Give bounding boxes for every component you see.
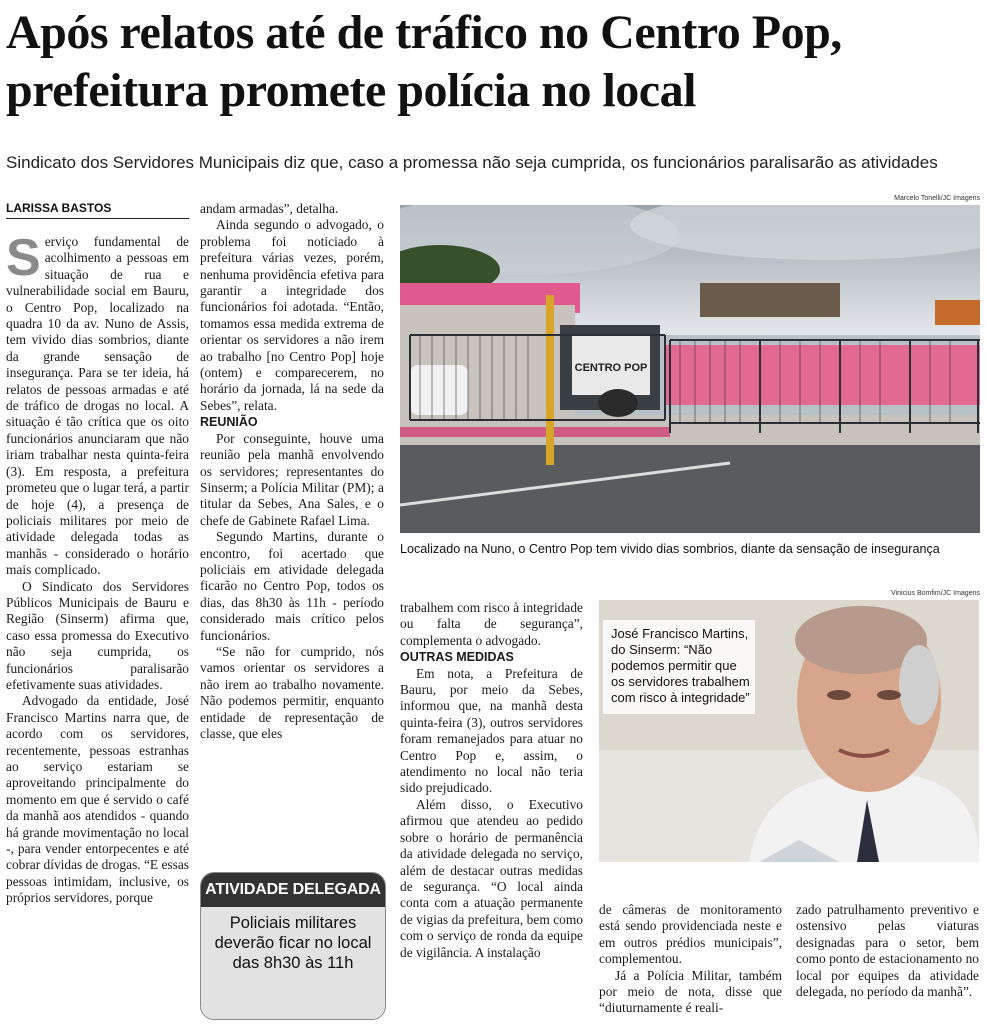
article-column-5: [796, 902, 979, 1000]
sidebar-box: [200, 872, 386, 1020]
paragraph: Já a Polícia Militar, também por meio de nota, disse que “diuturnamente é reali-: [599, 967, 782, 1016]
photo-caption: Localizado na Nuno, o Centro Pop tem vivido dias sombrios, diante da sensação de insegurança: [400, 542, 940, 556]
centro-pop-photo: [400, 205, 980, 533]
article-column-2: [200, 201, 384, 742]
article-column-3: [400, 600, 583, 961]
paragraph: de câmeras de monitoramento está sendo providenciada neste e em outros prédios municipais”, complementou.: [599, 902, 782, 967]
paragraph: “Se não for cumprido, nós vamos orientar os servidores a não irem ao trabalho novamente. Não podemos permitir, enquanto entidade de representação de classe, que eles: [200, 643, 384, 741]
photo-credit: Vinicius Bomfim/JC Imagens: [891, 590, 980, 597]
paragraph: zado patrulhamento preventivo e ostensivo pelas viaturas designadas para o setor, bem como ponto de estacionamento no local por equipes da atividade delegada, no período da manhã”.: [796, 902, 979, 1000]
subheadline: Sindicato dos Servidores Municipais diz que, caso a promessa não seja cumprida, os funcionários paralisarão as atividades: [6, 153, 938, 172]
pull-quote: José Francisco Martins, do Sinserm: “Não podemos permitir que os servidores trabalhem com risco à integridade”: [603, 620, 755, 714]
section-subtitle: OUTRAS MEDIDAS: [400, 650, 514, 665]
sign-text: CENTRO POP: [574, 362, 648, 374]
article-column-4: [599, 902, 782, 1017]
article-column-1: [6, 229, 189, 907]
paragraph: Advogado da entidade, José Francisco Martins narra que, de acordo com os servidores, recentemente, pessoas estranhas ao serviço estariam se aproveitando principalmente do momento em que é servido o café da manhã aos atendidos - quando há grande movimentação no local -, para vender entorpecentes e até cobrar dívidas de drogas. “E essas pessoas intimidam, inclusive, os próprios servidores, porque: [6, 693, 189, 906]
dropcap: S: [6, 229, 41, 287]
section-subtitle: REUNIÃO: [200, 415, 258, 430]
paragraph: Por conseguinte, houve uma reunião pela manhã envolvendo os servidores; representantes do Sinserm; a Polícia Militar (PM); a titular da Sebes, Ana Sales, e o chefe de Gabinete Rafael Lima.: [200, 430, 384, 528]
street-scene-image: [400, 205, 980, 533]
sidebar-box-text: Policiais militares deverão ficar no local das 8h30 às 11h: [201, 907, 385, 1019]
paragraph: andam armadas”, detalha.: [200, 201, 339, 216]
photo-credit: Marcelo Tonelli/JC Imagens: [894, 195, 980, 202]
paragraph: O Sindicato dos Servidores Públicos Municipais de Bauru e Região (Sinserm) afirma que, caso essa promessa do Executivo não seja cumprida, os funcionários paralisarão efetivamente suas atividades.: [6, 578, 189, 692]
paragraph: Em nota, a Prefeitura de Bauru, por meio da Sebes, informou que, na manhã desta quinta-feira (3), outros servidores foram remanejados para atuar no Centro Pop e, assim, o atendimento no local não teria sido prejudicado.: [400, 665, 583, 796]
paragraph: Além disso, o Executivo afirmou que atendeu ao pedido sobre o horário de permanência da atividade delegada no serviço, além de destacar outras medidas de segurança. “O local ainda conta com a atuação permanente de vigias da prefeitura, bem como com o serviço de ronda da equipe de vigilância. A instalação: [400, 796, 583, 960]
headline: Após relatos até de tráfico no Centro Pop, prefeitura promete polícia no local: [6, 6, 842, 117]
paragraph: Ainda segundo o advogado, o problema foi noticiado à prefeitura várias vezes, porém, nenhuma providência efetiva para garantir a integridade dos funcionários foi adotada. “Então, tomamos essa medida extrema de orientar os servidores a não irem ao trabalho [no Centro Pop] hoje (ontem) e comparecerem, no horário da jornada, lá na sede da Sebes”, relata.: [200, 217, 384, 413]
paragraph: Segundo Martins, durante o encontro, foi acertado que policiais em atividade delegada ficarão no Centro Pop, todos os dias, das 8h30 às 11h - período considerado mais crítico pelos funcionários.: [200, 529, 384, 643]
sidebar-box-title: ATIVIDADE DELEGADA: [201, 873, 385, 907]
paragraph: trabalhem com risco à integridade ou falta de segurança”, complementa o advogado.: [400, 600, 583, 648]
paragraph: erviço fundamental de acolhimento a pessoas em situação de rua e vulnerabilidade social em Bauru, o Centro Pop, localizado na quadra 10 da av. Nuno de Assis, tem vivido dias sombrios, diante da grande sensação de insegurança. Para se ter ideia, há relatos de pessoas armadas e até de tráfico de drogas no local. A situação é tão crítica que os oito funcionários anunciaram que não iriam trabalhar nesta quinta-feira (3). Em resposta, a prefeitura prometeu que o lugar terá, a partir de hoje (4), a presença de policiais militares por meio de atividade delegada todas as manhãs - considerado o horário mais complicado.: [6, 234, 189, 578]
byline: LARISSA BASTOS: [6, 201, 189, 219]
